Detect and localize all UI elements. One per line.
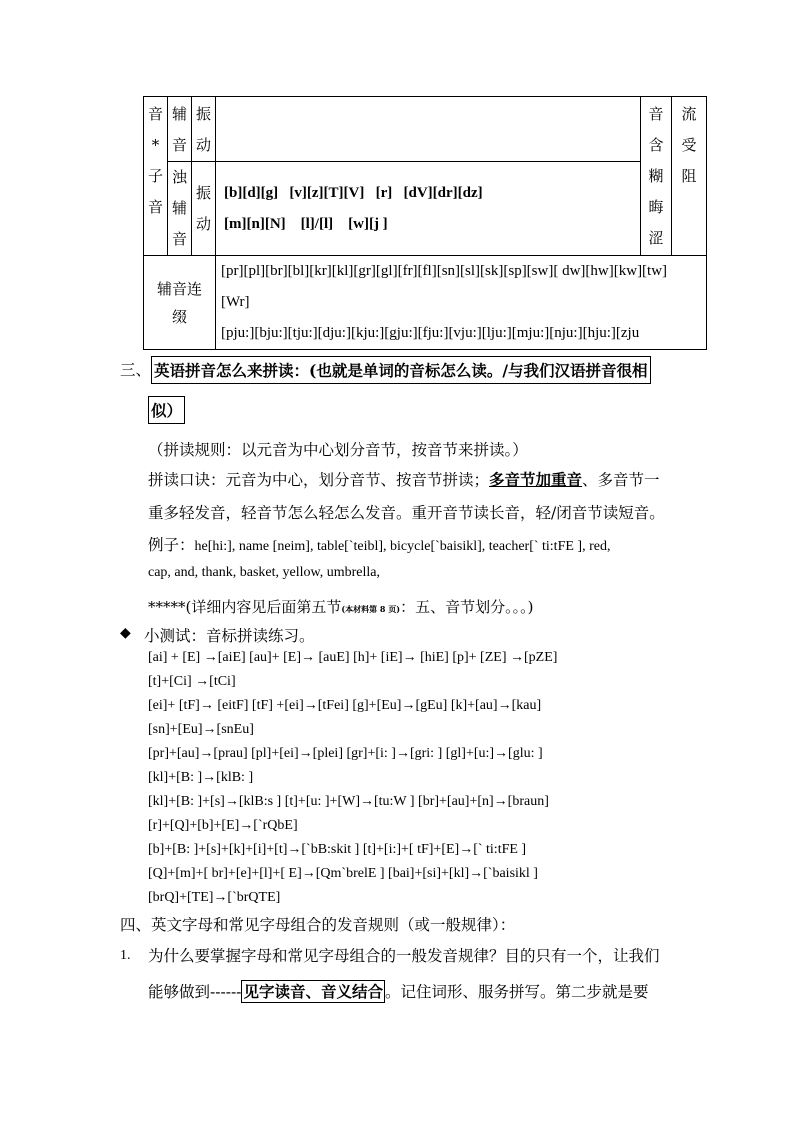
- mnemonic-line2: 重多轻发音，轻音节怎么轻怎么发音。重开音节读长音，轻/闭音节读短音。: [148, 504, 665, 522]
- voiced-symbols-line: [b][d][g] [v][z][T][V] [r] [dV][dr][dz]: [224, 184, 483, 201]
- cell-char: 音: [171, 136, 187, 154]
- cell-char: *: [151, 136, 160, 154]
- item-number: 1.: [120, 948, 131, 963]
- section4-heading: 四、英文字母和常见字母组合的发音规则（或一般规律）：: [120, 916, 516, 934]
- cell-char: 辅: [171, 105, 187, 123]
- drill-line: [kl]+[B: ]→[klB: ]: [148, 770, 254, 785]
- voiced-consonant-cell: [168, 162, 192, 256]
- note-page-ref: (本材料第 8 页): [341, 604, 401, 614]
- note-text: *****(详细内容见后面第五节: [148, 598, 342, 616]
- examples-line2: cap, and, thank, basket, yellow, umbrella,: [148, 565, 380, 580]
- nasal-symbols-line: [m][n][N] [l]/[l] [w][j ]: [224, 215, 388, 232]
- cell-char: 辅: [171, 199, 187, 217]
- cell-char: 动: [195, 214, 211, 233]
- drill-line: [Q]+[m]+[ br]+[e]+[l]+[ E]→[Qm`brelE ] [bai]+[si]+[kl]→[`baisikl ]: [148, 866, 538, 881]
- drill-line: [kl]+[B: ]+[s]→[klB:s ] [t]+[u: ]+[W]→[tu:W ] [br]+[au]+[n]→[braun]: [148, 794, 549, 809]
- cluster-label-cell: [144, 256, 216, 350]
- drill-line: [sn]+[Eu]→[snEu]: [148, 722, 254, 737]
- vibration-cell: [192, 97, 216, 162]
- mnemonic-emphasis: 多音节加重音: [489, 470, 583, 489]
- section3-heading-line2: 似）: [148, 396, 185, 424]
- cell-char: 音: [147, 198, 163, 216]
- sound-quality-cell: [641, 97, 672, 256]
- item-text: 。记住词形、服务拼写。第二步就是要: [384, 983, 649, 1001]
- cell-char: 糊: [648, 167, 664, 185]
- drill-line: [pr]+[au]→[prau] [pl]+[ei]→[plei] [gr]+[i: ]→[gri: ] [gl]+[u:]→[glu: ]: [148, 746, 543, 761]
- cell-char: 阻: [681, 167, 697, 185]
- cluster-content-cell: [216, 256, 707, 350]
- cluster-label-line: 缀: [171, 307, 187, 326]
- examples-line1: [148, 533, 610, 555]
- consonant-subtype-cell: [168, 97, 192, 162]
- drill-line: [r]+[Q]+[b]+[E]→[`rQbE]: [148, 818, 298, 833]
- cell-char: 动: [195, 136, 211, 154]
- item-line2: [148, 980, 648, 1002]
- cell-char: 音: [171, 230, 187, 248]
- section3-heading-line1: 英语拼音怎么来拼读：(也就是单词的音标怎么读。/与我们汉语拼音很相: [151, 356, 651, 384]
- drill-line: [b]+[B: ]+[s]+[k]+[i]+[t]→[`bB:skit ] [t]+[i:]+[ tF]+[E]→[` ti:tFE ]: [148, 842, 527, 857]
- cluster-line: [pr][pl][br][bl][kr][kl][gr][gl][fr][fl][sn][sl][sk][sp][sw][ dw][hw][kw][tw]: [221, 263, 668, 279]
- drill-line: [t]+[Ci] →[tCi]: [148, 674, 236, 689]
- cluster-line: [Wr]: [221, 294, 250, 310]
- mnemonic-line1: [148, 468, 660, 490]
- cell-char: 晦: [648, 198, 664, 216]
- see-section-note: [148, 596, 533, 617]
- cell-char: 振: [195, 183, 211, 202]
- cell-char: 流: [681, 105, 697, 123]
- consonant-table: [143, 96, 707, 350]
- cell-char: 受: [681, 136, 697, 154]
- boxed-key-phrase: 见字读音、音义结合: [243, 982, 383, 1001]
- voiced-phonetic-cell: [216, 162, 641, 256]
- quiz-title: 小测试：音标拼读练习。: [144, 627, 315, 645]
- consonant-type-cell: [144, 97, 168, 256]
- examples-label: 例子：: [148, 536, 195, 554]
- cell-char: 子: [147, 167, 163, 185]
- item-line1: 为什么要掌握字母和常见字母组合的一般发音规律？目的只有一个，让我们: [148, 947, 660, 965]
- drill-line: [ei]+ [tF]→ [eitF] [tF] +[ei]→[tFei] [g]+[Eu]→[gEu] [k]+[au]→[kau]: [148, 698, 542, 713]
- cluster-line: [pju:][bju:][tju:][dju:][kju:][gju:][fju:][vju:][lju:][mju:][nju:][hju:][zju: [221, 325, 640, 341]
- cell-char: 振: [195, 105, 211, 123]
- empty-phonetic-cell: [216, 97, 641, 162]
- bullet-diamond-icon: ◆: [120, 625, 131, 641]
- item-text: 能够做到------: [148, 983, 242, 1001]
- section3-number: 三、: [120, 361, 152, 379]
- vibration-cell: [192, 162, 216, 256]
- mnemonic-text: 拼读口诀：元音为中心，划分音节、按音节拼读；: [148, 471, 490, 489]
- drill-line: [brQ]+[TE]→[`brQTE]: [148, 890, 281, 905]
- cell-char: 浊: [171, 168, 187, 186]
- cell-char: 音: [147, 105, 163, 123]
- cell-char: 涩: [648, 229, 664, 247]
- cluster-label-line: 辅音连: [156, 279, 202, 298]
- cell-char: 含: [648, 136, 664, 154]
- note-text: ：五、音节划分。。。): [400, 598, 534, 616]
- mnemonic-text: 、多音节一: [582, 471, 660, 489]
- cell-char: 音: [648, 105, 664, 123]
- spelling-rule: （拼读规则：以元音为中心划分音节，按音节来拼读。）: [148, 441, 528, 459]
- airflow-cell: [672, 97, 707, 256]
- examples-words: he[hi:], name [neim], table[`teibl], bicycle[`baisikl], teacher[` ti:tFE ], red,: [194, 539, 611, 554]
- drill-line: [ai] + [E] →[aiE] [au]+ [E]→ [auE] [h]+ [iE]→ [hiE] [p]+ [ZE] →[pZE]: [148, 650, 558, 665]
